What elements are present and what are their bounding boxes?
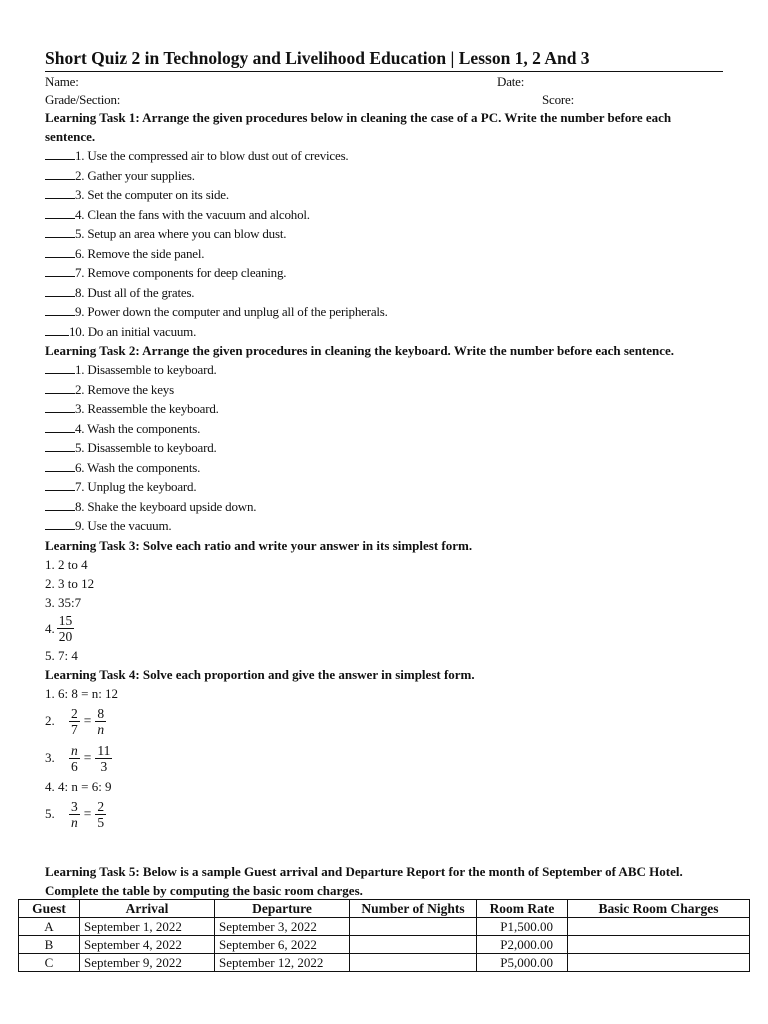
task1-heading: Learning Task 1: Arrange the given procedures below in cleaning the case of a PC. Write the number before each sentence. [45, 110, 672, 144]
charges-cell[interactable] [568, 918, 750, 936]
ratio-item: 5. 7: 4 [45, 647, 78, 663]
answer-blank[interactable] [45, 206, 75, 219]
answer-blank[interactable] [45, 478, 75, 491]
name-field-label: Name: [45, 74, 79, 89]
list-item: 7. Unplug the keyboard. [45, 477, 723, 497]
answer-blank[interactable] [45, 186, 75, 199]
list-item: 6. Remove the side panel. [45, 244, 723, 264]
list-item: 2. Remove the keys [45, 380, 723, 400]
answer-blank[interactable] [45, 439, 75, 452]
list-item: 7. Remove components for deep cleaning. [45, 263, 723, 283]
list-item: 6. Wash the components. [45, 458, 723, 478]
answer-blank[interactable] [45, 420, 75, 433]
task4-heading: Learning Task 4: Solve each proportion and give the answer in simplest form. [45, 666, 475, 682]
table-header-row [19, 900, 750, 918]
charges-cell[interactable] [568, 936, 750, 954]
list-item: 9. Power down the computer and unplug all of the peripherals. [45, 302, 723, 322]
name-date-row [45, 72, 723, 90]
col-guest: Guest [19, 900, 80, 918]
proportion-item: 1. 6: 8 = n: 12 [45, 685, 119, 701]
task3-heading: Learning Task 3: Solve each ratio and write your answer in its simplest form. [45, 537, 473, 553]
ratio-item: 3. 35:7 [45, 594, 82, 610]
answer-blank[interactable] [45, 245, 75, 258]
col-nights: Number of Nights [350, 900, 477, 918]
quiz-page [45, 46, 723, 833]
proportion-item: 4. 4: n = 6: 9 [45, 778, 112, 794]
col-room-rate: Room Rate [477, 900, 568, 918]
grade-field-label: Grade/Section: [45, 92, 121, 107]
answer-blank[interactable] [45, 517, 75, 530]
proportion-item: 2. $\frac{2}{7}$ = $\frac{8}{n}$ [45, 705, 105, 737]
task5-heading: Learning Task 5: Below is a sample Guest arrival and Departure Report for the month of September of ABC Hotel. Complete the table by computing the basic room charges. [45, 864, 683, 898]
answer-blank[interactable] [45, 498, 75, 511]
list-item: 1. Disassemble to keyboard. [45, 360, 723, 380]
answer-blank[interactable] [45, 225, 75, 238]
list-item: 5. Setup an area where you can blow dust. [45, 224, 723, 244]
nights-cell[interactable] [350, 954, 477, 972]
nights-cell[interactable] [350, 918, 477, 936]
nights-cell[interactable] [350, 936, 477, 954]
list-item: 8. Shake the keyboard upside down. [45, 497, 723, 517]
score-field-label: Score: [542, 92, 575, 107]
task2-heading: Learning Task 2: Arrange the given procedures in cleaning the keyboard. Write the number before each sentence. [45, 343, 675, 358]
list-item: 8. Dust all of the grates. [45, 283, 723, 303]
page-title: Short Quiz 2 in Technology and Livelihood Education | Lesson 1, 2 And 3 [45, 46, 723, 72]
fraction: $\frac{3}{n}$ [71, 798, 78, 830]
answer-blank[interactable] [45, 264, 75, 277]
col-arrival: Arrival [80, 900, 215, 918]
ratio-item: 1. 2 to 4 [45, 556, 88, 572]
grade-score-row [45, 90, 723, 108]
answer-blank[interactable] [45, 459, 75, 472]
list-item: 2. Gather your supplies. [45, 166, 723, 186]
proportion-item: 3. $\frac{n}{6}$ = $\frac{11}{3}$ [45, 742, 111, 774]
table-row: C September 9, 2022 September 12, 2022 P5,000.00 [19, 954, 750, 972]
ratio-item: 2. 3 to 12 [45, 575, 95, 591]
list-item: 1. Use the compressed air to blow dust out of crevices. [45, 146, 723, 166]
fraction: $\frac{2}{7}$ [71, 705, 78, 737]
fraction: $\frac{n}{6}$ [71, 742, 78, 774]
table-row: A September 1, 2022 September 3, 2022 P1,500.00 [19, 918, 750, 936]
col-basic-charges: Basic Room Charges [568, 900, 750, 918]
answer-blank[interactable] [45, 303, 75, 316]
fraction: $\frac{15}{20}$ [58, 613, 73, 644]
fraction: $\frac{8}{n}$ [97, 705, 105, 737]
answer-blank[interactable] [45, 323, 69, 336]
fraction: $\frac{2}{5}$ [97, 798, 105, 830]
list-item: 5. Disassemble to keyboard. [45, 438, 723, 458]
list-item: 4. Wash the components. [45, 419, 723, 439]
answer-blank[interactable] [45, 167, 75, 180]
answer-blank[interactable] [45, 361, 75, 374]
answer-blank[interactable] [45, 381, 75, 394]
list-item: 9. Use the vacuum. [45, 516, 723, 536]
fraction: $\frac{11}{3}$ [97, 742, 111, 774]
col-departure: Departure [215, 900, 350, 918]
task2-list [45, 360, 723, 536]
guest-report-table [18, 899, 750, 972]
table-row: B September 4, 2022 September 6, 2022 P2,000.00 [19, 936, 750, 954]
answer-blank[interactable] [45, 147, 75, 160]
date-field-label: Date: [497, 74, 525, 89]
list-item: 3. Reassemble the keyboard. [45, 399, 723, 419]
charges-cell[interactable] [568, 954, 750, 972]
proportion-item: 5. $\frac{3}{n}$ = $\frac{2}{5}$ [45, 798, 105, 830]
answer-blank[interactable] [45, 400, 75, 413]
answer-blank[interactable] [45, 284, 75, 297]
list-item: 3. Set the computer on its side. [45, 185, 723, 205]
list-item: 4. Clean the fans with the vacuum and alcohol. [45, 205, 723, 225]
ratio-item: 4. $\frac{15}{20}$ [45, 613, 73, 644]
list-item: 10. Do an initial vacuum. [45, 322, 723, 342]
task1-list [45, 146, 723, 341]
